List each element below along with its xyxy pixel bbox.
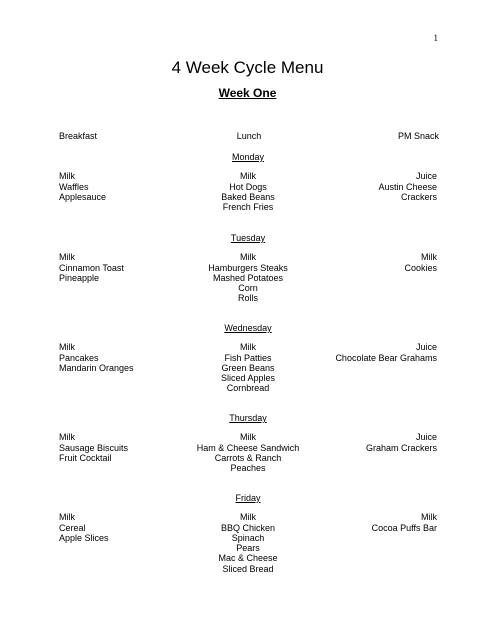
- menu-item: Green Beans: [221, 362, 275, 373]
- menu-item: Milk: [421, 252, 437, 263]
- menu-item: BBQ Chicken: [220, 522, 276, 533]
- menu-item: Ham & Cheese Sandwich: [196, 442, 300, 453]
- menu-item: Corn: [238, 283, 258, 294]
- lunch-column: [218, 512, 277, 574]
- lunch-column: [221, 342, 275, 393]
- day-meals: [59, 512, 437, 574]
- menu-item: Rolls: [237, 293, 259, 304]
- menu-item: Milk: [59, 512, 75, 523]
- snack-column: [378, 171, 437, 202]
- day-block-monday: [59, 152, 437, 212]
- menu-item: Graham Crackers: [365, 442, 437, 453]
- menu-item: Mandarin Oranges: [59, 362, 134, 373]
- menu-item: Fish Patties: [224, 352, 272, 363]
- snack-column: [372, 512, 437, 533]
- menu-item: Waffles: [59, 181, 89, 192]
- menu-item: Milk: [239, 252, 256, 263]
- menu-item: Milk: [240, 432, 256, 443]
- menu-item: Chocolate Bear Grahams: [335, 352, 437, 363]
- week-heading: Week One: [218, 86, 277, 100]
- menu-item: Cereal: [59, 522, 86, 533]
- snack-column: [335, 342, 437, 363]
- day-name: Wednesday: [224, 323, 272, 333]
- menu-item: French Fries: [222, 202, 274, 213]
- menu-item: Crackers: [400, 191, 437, 202]
- lunch-column: [208, 252, 288, 303]
- menu-item: Milk: [239, 342, 256, 353]
- day-meals: [59, 342, 437, 394]
- day-block-tuesday: [59, 233, 437, 304]
- menu-item: Carrots & Ranch: [214, 452, 282, 463]
- menu-item: Apple Slices: [59, 532, 109, 543]
- menu-item: Peaches: [230, 463, 266, 474]
- day-name: Thursday: [229, 413, 267, 423]
- breakfast-column: [59, 432, 128, 463]
- menu-item: Fruit Cocktail: [59, 452, 112, 463]
- menu-item: Mashed Potatoes: [212, 272, 284, 283]
- menu-item: Mac & Cheese: [218, 553, 278, 564]
- menu-item: Hamburgers Steaks: [208, 262, 288, 273]
- menu-item: Spinach: [231, 532, 265, 543]
- day-meals: [59, 252, 437, 304]
- day-block-friday: [59, 493, 437, 574]
- menu-item: Pancakes: [59, 352, 99, 363]
- menu-item: Sausage Biscuits: [59, 442, 129, 453]
- lunch-column: [197, 432, 300, 473]
- snack-column: [366, 432, 437, 453]
- header-breakfast: Breakfast: [59, 131, 98, 141]
- menu-item: Milk: [239, 171, 256, 182]
- menu-item: Pineapple: [59, 272, 100, 283]
- menu-item: Sliced Bread: [222, 563, 274, 574]
- menu-item: Austin Cheese: [378, 181, 437, 192]
- menu-item: Milk: [421, 512, 437, 523]
- menu-item: Milk: [59, 171, 75, 182]
- day-name: Monday: [231, 152, 265, 162]
- day-name: Tuesday: [230, 233, 266, 243]
- day-name: Friday: [235, 493, 261, 503]
- menu-item: Sliced Apples: [220, 373, 276, 384]
- menu-item: Hot Dogs: [229, 181, 267, 192]
- menu-item: Milk: [240, 512, 256, 523]
- menu-item: Cinnamon Toast: [59, 262, 124, 273]
- menu-item: Milk: [59, 432, 75, 443]
- day-meals: [59, 432, 437, 473]
- breakfast-column: [59, 342, 134, 373]
- breakfast-column: [59, 512, 109, 543]
- menu-item: Baked Beans: [221, 191, 275, 202]
- menu-item: Cornbread: [226, 383, 270, 394]
- menu-item: Juice: [415, 432, 437, 443]
- menu-item: Cocoa Puffs Bar: [371, 522, 437, 533]
- day-meals: [59, 171, 437, 212]
- menu-item: Milk: [59, 252, 75, 263]
- breakfast-column: [59, 252, 124, 283]
- menu-item: Cookies: [404, 262, 437, 273]
- page-title: 4 Week Cycle Menu: [171, 58, 324, 77]
- day-block-thursday: [59, 413, 437, 473]
- day-block-wednesday: [59, 323, 437, 394]
- menu-item: Juice: [415, 342, 437, 353]
- menu-item: Applesauce: [59, 191, 107, 202]
- header-lunch: Lunch: [236, 131, 262, 141]
- menu-item: Milk: [59, 342, 75, 353]
- snack-column: [404, 252, 437, 273]
- menu-item: Juice: [415, 171, 437, 182]
- header-pm-snack: PM Snack: [397, 131, 439, 141]
- lunch-column: [221, 171, 275, 212]
- menu-item: Pears: [236, 543, 260, 554]
- breakfast-column: [59, 171, 106, 202]
- page-number: 1: [433, 33, 438, 43]
